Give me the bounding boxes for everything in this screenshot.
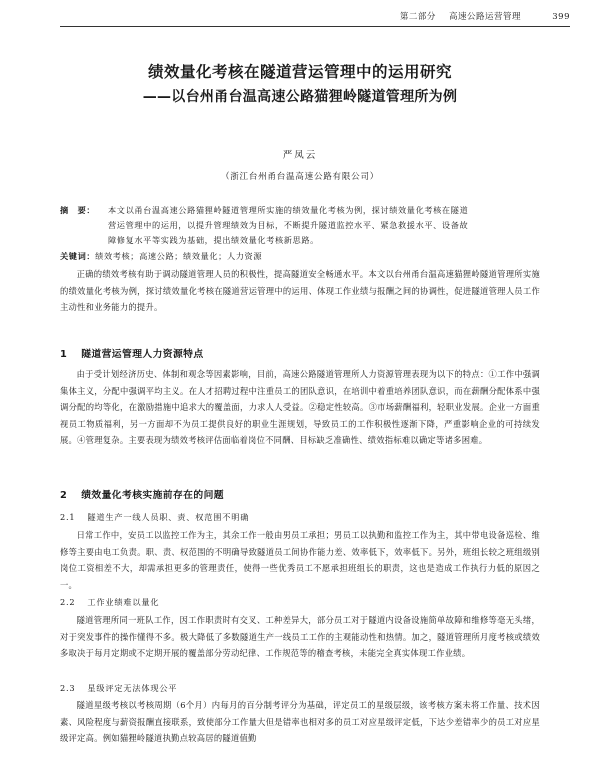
section-2-1-title: 隧道生产一线人员职、责、权范围不明确 <box>87 512 250 522</box>
section-2-heading <box>60 487 224 501</box>
abstract-line-2: 营运管理中的运用，以提升管理绩效为目标，不断提升隧道监控水平、紧急救援水平、设备故 <box>108 220 469 230</box>
section-1-number: 1 <box>60 349 68 360</box>
abstract-line-1: 本文以甬台温高速公路猫狸岭隧道管理所实施的绩效量化考核为例，探讨绩效量化考核在隧道 <box>108 205 469 215</box>
section-2-1-number: 2.1 <box>60 512 76 522</box>
running-header-part: 第二部分 <box>399 12 436 22</box>
author-name: 严凤云 <box>282 150 318 161</box>
header-rule <box>60 26 570 27</box>
keywords <box>60 251 540 262</box>
section-2-1-paragraph: 日常工作中，安员工以监控工作为主，其余工作一般由男员工承担；男员工以执勤和监控工作为主，其中带电设备巡检、维修等主要由电工负责。职、责、权范围的不明确导致隧道员工间协作能力差、效率低下，效率低下。另外，班组长较之班组级别岗位工资相差不大，却需承担更多的管理责任，使得一些优秀员工不愿承担班组长的职责，这也是造成工作执行力低的原因之一。 <box>60 530 540 590</box>
keywords-text: 绩效考核；高速公路；绩效量化；人力资源 <box>95 251 263 261</box>
section-2-3-paragraph: 隧道星级考核以考核周期（6个月）内每月的百分制考评分为基础，评定员工的星级层级，该考核方案未将工作量、技术因素、风险程度与薪资报酬直接联系，致使部分工作量大但是错率也相对多的员工对应星级评定低，下达少差错率少的员工对应星级评定高。例如猫狸岭隧道执勤点较高居的隧道值勤 <box>60 700 540 744</box>
section-2-2-paragraph: 隧道管理所同一班队工作，因工作职责时有交叉、工种差异大，部分员工对于隧道内设备设施简单故障和维修等毫无头绪，对于突发事件的操作懂得不多。极大降低了多数隧道生产一线员工工作的主观能动性和热情。加之，隧道管理所月度考核或绩效多取决于每月定期或不定期开展的覆盖部分劳动纪律、工作规范等的稽查考核，未能完全真实体现工作业绩。 <box>60 615 540 659</box>
keywords-label: 关键词： <box>60 251 96 261</box>
abstract-label: 摘 要： <box>60 205 96 215</box>
abstract <box>60 203 540 248</box>
section-2-2-number: 2.2 <box>60 597 76 607</box>
section-1-paragraph: 由于受计划经济历史、体制和观念等因素影响，目前，高速公路隧道管理所人力资源管理表现为以下的特点：①工作中强调集体主义，分配中强调平均主义。在人才招聘过程中注重员工的团队意识，在培训中着重培养团队意识，而在薪酬分配体系中强调分配的均等化，在激励措施中追求大的覆盖面，力求人人受益。②稳定性较高。③市场薪酬福利，轻职业发展。企业一方面重视员工物质福利，另一方面却不为员工提供良好的职业生涯规划，导致员工的工作积极性逐渐下降，严重影响企业的可持续发展。④管理复杂。主要表现为绩效考核评估面临着岗位不同酬、目标缺乏准确性、绩效指标难以确定等诸多困难。 <box>60 369 540 446</box>
section-1-heading <box>60 346 204 360</box>
section-2-title: 绩效量化考核实施前存在的问题 <box>81 490 224 501</box>
section-2-3-heading <box>60 683 177 694</box>
intro-paragraph: 正确的绩效考核有助于调动隧道管理人员的积极性，提高隧道安全畅通水平。本文以台州甬台温高速猫狸岭隧道管理所实施的绩效量化考核为例，探讨绩效量化考核在隧道营运管理中的运用、体现工作业绩与报酬之间的协调性，促进隧道管理人员工作主动性和业务能力的提升。 <box>60 269 540 313</box>
section-2-3-title: 星级评定无法体现公平 <box>87 683 178 693</box>
abstract-line-3: 障修复水平等实践为基础，提出绩效量化考核新思路。 <box>108 235 319 245</box>
section-2-3-number: 2.3 <box>60 683 76 693</box>
author-affiliation: （浙江台州甬台温高速公路有限公司） <box>220 172 380 182</box>
running-header <box>390 10 570 22</box>
running-header-section: 高速公路运营管理 <box>449 12 522 22</box>
section-2-2-title: 工作业绩难以量化 <box>87 597 160 607</box>
paper-subtitle: ——以台州甬台温高速公路猫狸岭隧道管理所为例 <box>142 89 458 105</box>
section-1-title: 隧道营运管理人力资源特点 <box>81 349 204 360</box>
section-2-2-heading <box>60 597 159 608</box>
page-number: 399 <box>552 12 570 22</box>
paper-title: 绩效量化考核在隧道营运管理中的运用研究 <box>147 63 452 81</box>
section-2-1-heading <box>60 512 249 523</box>
section-2-number: 2 <box>60 490 68 501</box>
